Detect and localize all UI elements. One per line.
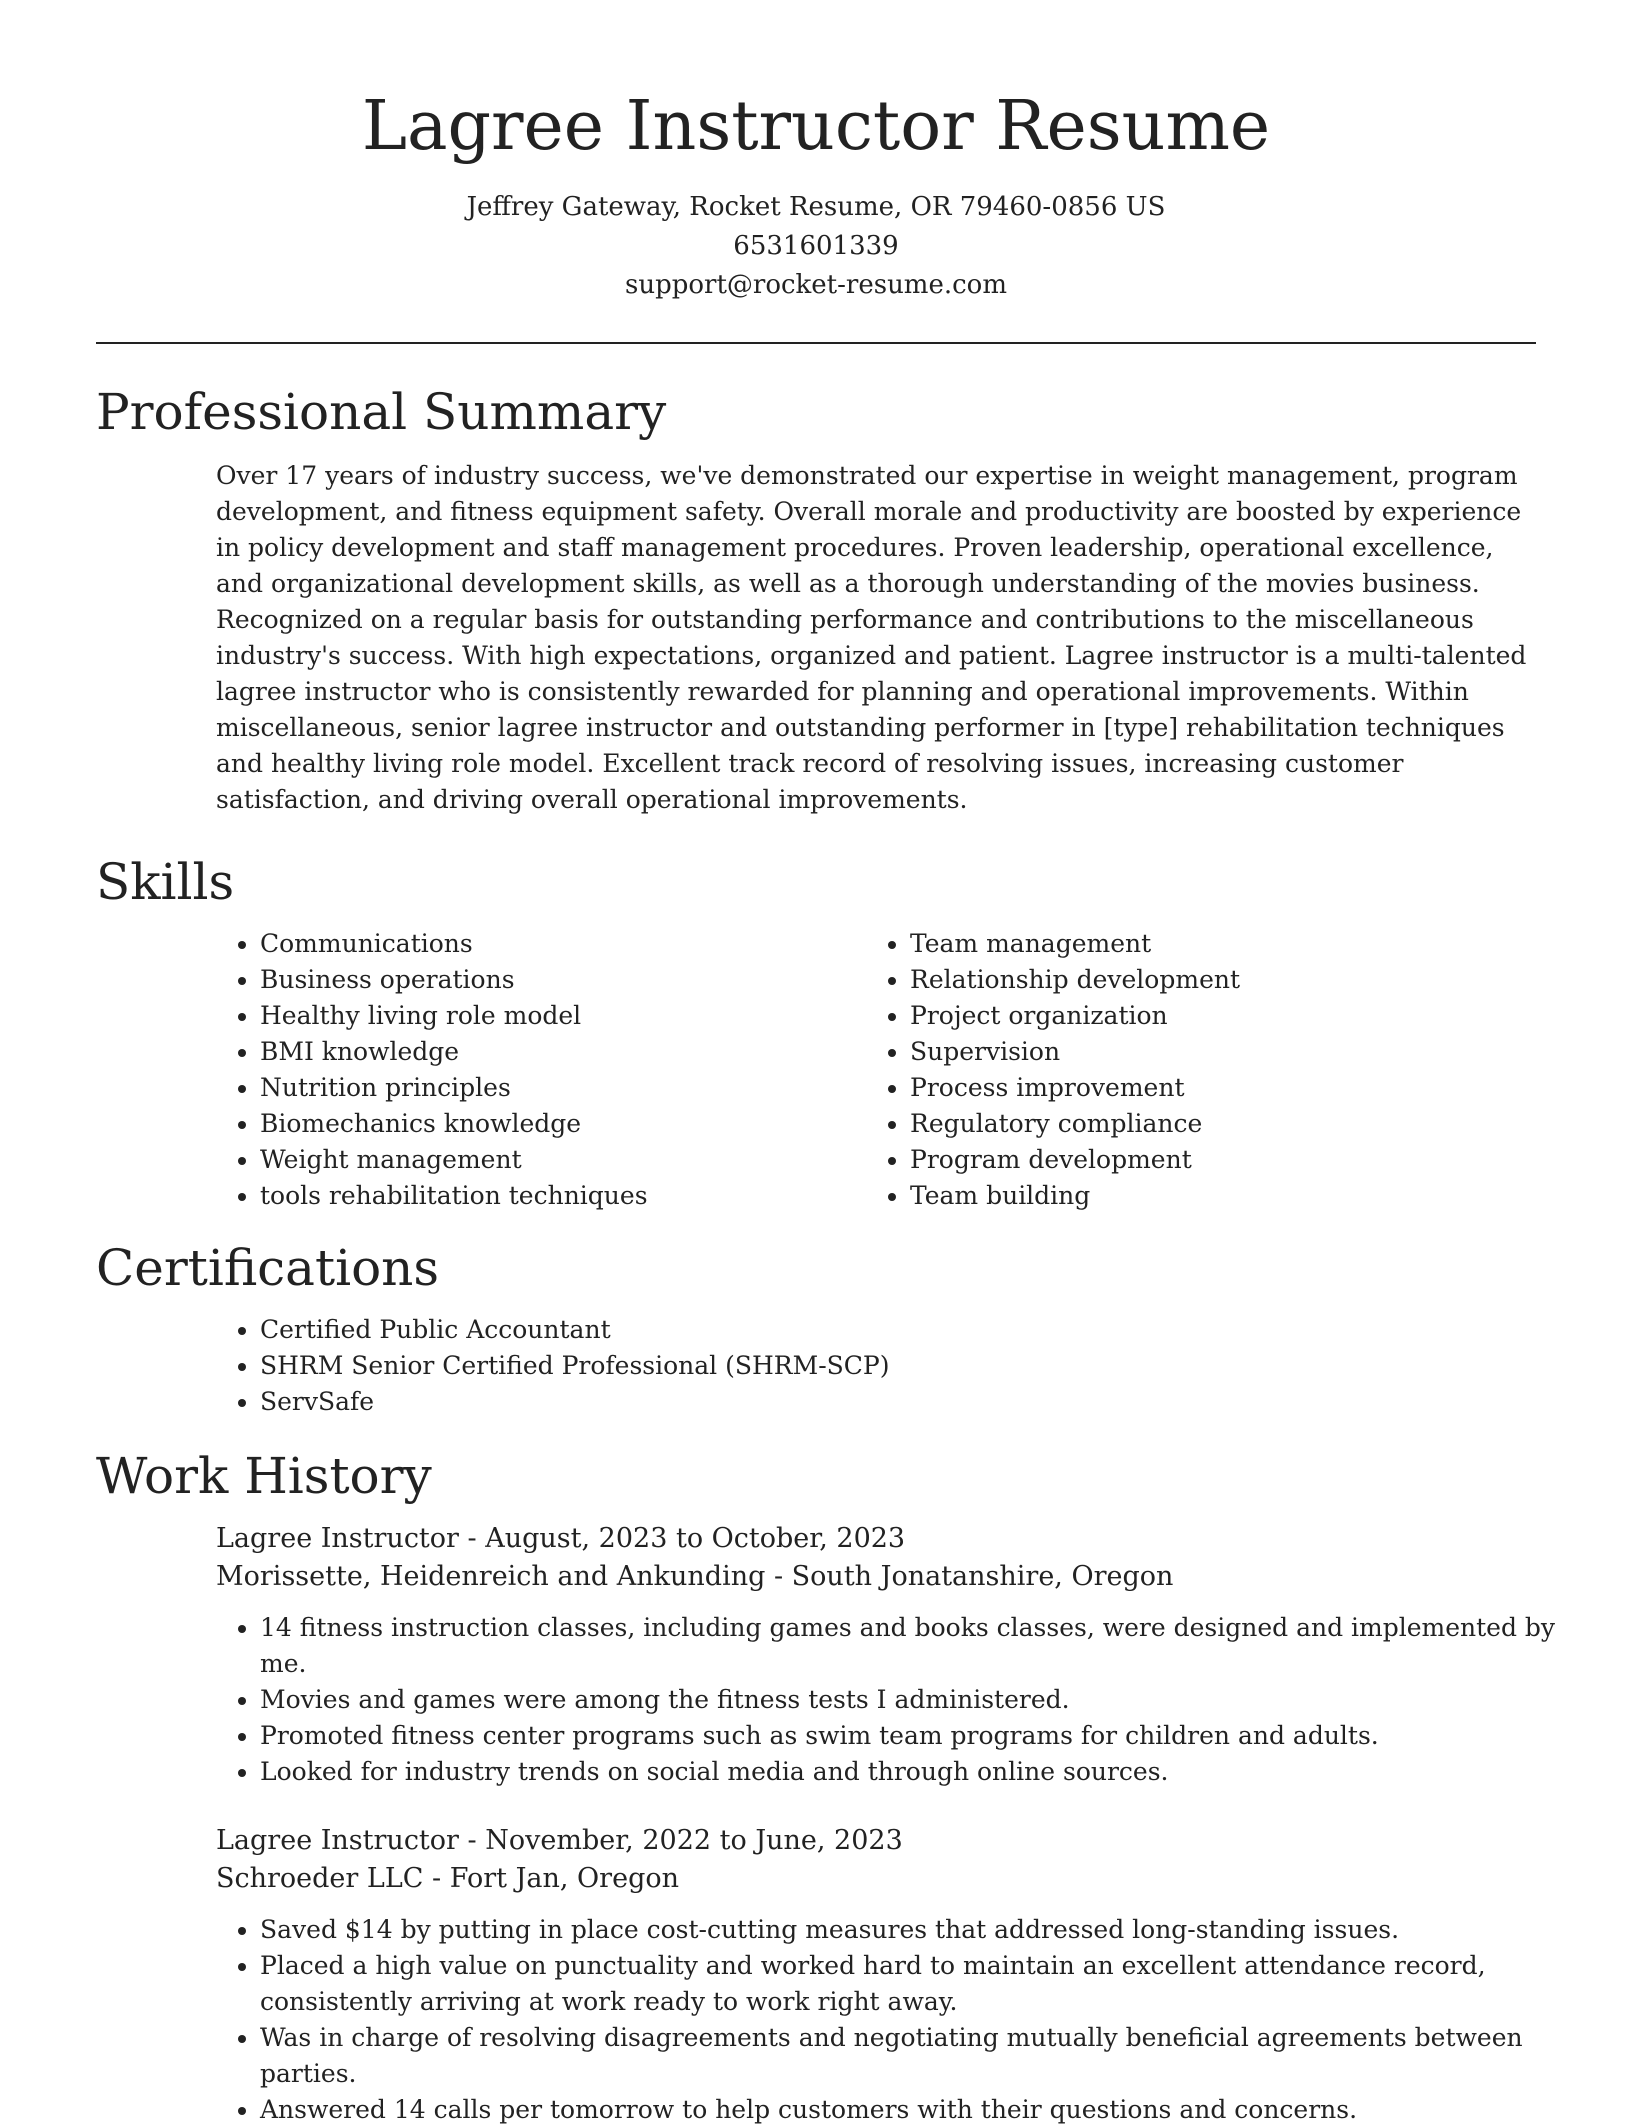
job-task: • Was in charge of resolving disagreements and negotiating mutually beneficial agreements between parties. xyxy=(260,2020,1560,2092)
skills-column-left xyxy=(260,926,910,1214)
contact-email: support@rocket-resume.com xyxy=(624,270,1007,300)
job-title: Lagree Instructor xyxy=(216,1523,459,1554)
skill-item: • Supervision xyxy=(910,1034,1530,1070)
skill-item: • Relationship development xyxy=(910,962,1530,998)
job-company-line xyxy=(216,1860,1536,1898)
contact-phone: 6531601339 xyxy=(733,231,899,261)
job-task: • Movies and games were among the fitness tests I administered. xyxy=(260,1682,1560,1718)
job-task: • Looked for industry trends on social media and through online sources. xyxy=(260,1754,1560,1790)
certification-item: • Certified Public Accountant xyxy=(260,1312,1536,1348)
skill-item: • Communications xyxy=(260,926,910,962)
skills-column-right xyxy=(910,926,1530,1214)
certifications-list xyxy=(260,1312,1536,1420)
skill-item: • Healthy living role model xyxy=(260,998,910,1034)
skill-item: • Project organization xyxy=(910,998,1530,1034)
certifications-heading: Certifications xyxy=(96,1239,440,1297)
separator-dash: - xyxy=(423,1863,450,1894)
job-title-line xyxy=(216,1520,1536,1558)
job-task: • Answered 14 calls per tomorrow to help customers with their questions and concerns. xyxy=(260,2092,1560,2128)
job-tasks-list xyxy=(260,1912,1560,2128)
skill-item: • tools rehabilitation techniques xyxy=(260,1178,910,1214)
summary-heading: Professional Summary xyxy=(96,383,667,441)
skill-item: • Process improvement xyxy=(910,1070,1530,1106)
job-task: • Placed a high value on punctuality and worked hard to maintain an excellent attendance record, consistently arriving at work ready to work right away. xyxy=(260,1948,1560,2020)
skill-item: • Regulatory compliance xyxy=(910,1106,1530,1142)
header-divider xyxy=(96,342,1536,344)
job-dates: November, 2022 to June, 2023 xyxy=(485,1825,903,1856)
summary-text: Over 17 years of industry success, we've demonstrated our expertise in weight management, program development, and fitness equipment safety. Overall morale and productivity are boosted by experience in policy development and staff management procedures. Proven leadership, operational excellence, and organizational development skills, as well as a thorough understanding of the movies business. Recognized on a regular basis for outstanding performance and contributions to the miscellaneous industry's success. With high expectations, organized and patient. Lagree instructor is a multi-talented lagree instructor who is consistently rewarded for planning and operational improvements. Within miscellaneous, senior lagree instructor and outstanding performer in [type] rehabilitation techniques and healthy living role model. Excellent track record of resolving issues, increasing customer satisfaction, and driving overall operational improvements. xyxy=(216,461,1527,814)
skills-grid xyxy=(260,926,1536,1214)
separator-dash: - xyxy=(765,1561,792,1592)
certification-item: • SHRM Senior Certified Professional (SHRM-SCP) xyxy=(260,1348,1536,1384)
separator-dash: - xyxy=(458,1825,486,1856)
job-title: Lagree Instructor xyxy=(216,1825,459,1856)
contact-address: Jeffrey Gateway, Rocket Resume, OR 79460-0856 US xyxy=(466,192,1166,222)
job-task: • Promoted fitness center programs such as swim team programs for children and adults. xyxy=(260,1718,1560,1754)
separator-dash: - xyxy=(458,1523,486,1554)
job-entry xyxy=(216,1520,1556,1790)
skill-item: • Nutrition principles xyxy=(260,1070,910,1106)
job-location: Fort Jan, Oregon xyxy=(449,1863,679,1894)
certification-item: • ServSafe xyxy=(260,1384,1536,1420)
job-company: Morissette, Heidenreich and Ankunding xyxy=(216,1561,766,1592)
job-tasks-list xyxy=(260,1610,1560,1790)
skill-item: • Biomechanics knowledge xyxy=(260,1106,910,1142)
resume-page xyxy=(96,0,1556,2128)
resume-title: Lagree Instructor Resume xyxy=(361,87,1271,166)
skill-item: • Program development xyxy=(910,1142,1530,1178)
skills-heading: Skills xyxy=(96,853,235,911)
job-title-line xyxy=(216,1822,1536,1860)
job-task: • 14 fitness instruction classes, including games and books classes, were designed and implemented by me. xyxy=(260,1610,1560,1682)
job-dates: August, 2023 to October, 2023 xyxy=(485,1523,906,1554)
skill-item: • Team building xyxy=(910,1178,1530,1214)
job-company: Schroeder LLC xyxy=(216,1863,424,1894)
skill-item: • BMI knowledge xyxy=(260,1034,910,1070)
job-location: South Jonatanshire, Oregon xyxy=(791,1561,1174,1592)
skill-item: • Team management xyxy=(910,926,1530,962)
skill-item: • Business operations xyxy=(260,962,910,998)
job-entry xyxy=(216,1822,1536,2128)
job-company-line xyxy=(216,1558,1536,1596)
work-history-heading: Work History xyxy=(96,1447,432,1505)
job-task: • Saved $14 by putting in place cost-cutting measures that addressed long-standing issues. xyxy=(260,1912,1560,1948)
contact-info xyxy=(96,188,1536,305)
skill-item: • Weight management xyxy=(260,1142,910,1178)
